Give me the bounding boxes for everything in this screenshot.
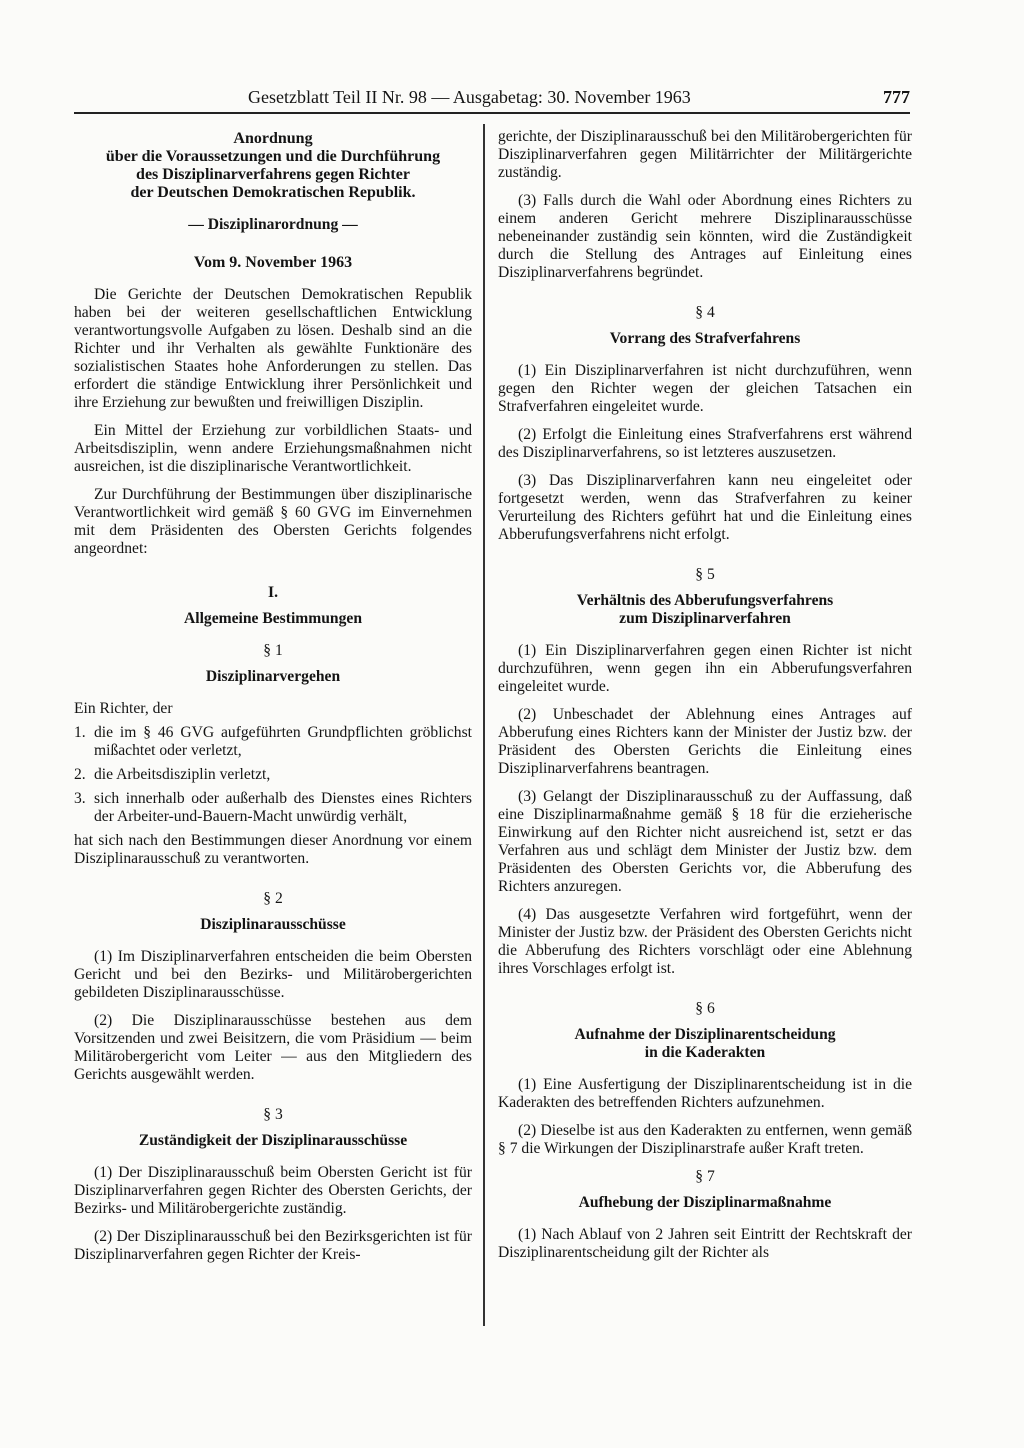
body-paragraph: (1) Ein Disziplinarverfahren ist nicht durchzuführen, wenn gegen den Richter wegen der gleichen Tatsachen ein Strafverfahren eingeleitet wurde. — [498, 362, 912, 415]
heading-line: in die Kaderakten — [644, 1044, 766, 1061]
title-line: des Disziplinarverfahrens gegen Richter — [136, 166, 410, 183]
list-item-number: 3. — [74, 790, 86, 807]
list-item-number: 2. — [74, 766, 86, 783]
right-column — [498, 128, 912, 1272]
body-paragraph: (2) Dieselbe ist aus den Kaderakten zu entfernen, wenn gemäß § 7 die Wirkungen der Disziplinarstrafe außer Kraft treten. — [498, 1122, 912, 1157]
heading-line: zum Disziplinarverfahren — [619, 610, 791, 627]
continued-paragraph: gerichte, der Disziplinarausschuß bei den Militärobergerichten für Disziplinarverfahren gegen Militärrichter der Militärgerichte zuständig. — [498, 128, 912, 181]
body-paragraph: (4) Das ausgesetzte Verfahren wird fortgeführt, wenn der Minister der Justiz bzw. der Präsident des Obersten Gerichts nicht die Abberufung des Richters vorschlägt oder eine Ablehnung ihres Vorschlages erfolgt ist. — [498, 906, 912, 977]
body-paragraph: (3) Gelangt der Disziplinarausschuß zu der Auffassung, daß eine Disziplinarmaßnahme gemäß § 18 für die erzieherische Einwirkung auf den Richter nicht ausreichend ist, setzt er das Verfahren aus und schlägt dem Minister der Justiz bzw. dem Präsidenten des Obersten Gerichts vor, die Abberufung des Richters anzuregen. — [498, 788, 912, 895]
header-title: Gesetzblatt Teil II Nr. 98 — Ausgabetag: 30. November 1963 — [248, 87, 691, 107]
paragraph-number: § 1 — [263, 642, 283, 659]
title-line: Anordnung — [233, 130, 313, 147]
paragraph-heading: Zuständigkeit der Disziplinarausschüsse — [138, 1132, 408, 1149]
list-item — [74, 790, 472, 826]
list-item — [74, 766, 472, 784]
body-paragraph: (1) Ein Disziplinarverfahren gegen einen Richter ist nicht durchzuführen, wenn gegen ihn ein Abberufungsverfahren eingeleitet wurde. — [498, 642, 912, 695]
list-item-text: die im § 46 GVG aufgeführten Grundpflichten gröblichst mißachtet oder verletzt, — [94, 724, 472, 759]
body-paragraph: (1) Eine Ausfertigung der Disziplinarentscheidung ist in die Kaderakten des betreffenden Richters aufzunehmen. — [498, 1076, 912, 1111]
paragraph-heading: Disziplinarvergehen — [205, 668, 341, 685]
body-paragraph: (2) Unbeschadet der Ablehnung eines Antrages auf Abberufung eines Richters kann der Minister der Justiz bzw. der Präsident des Obersten Gerichts die Einleitung eines Disziplinarverfahrens beantragen. — [498, 706, 912, 777]
body-paragraph: (2) Der Disziplinarausschuß bei den Bezirksgerichten ist für Disziplinarverfahren gegen Richter der Kreis- — [74, 1228, 472, 1263]
body-paragraph: (2) Die Disziplinarausschüsse bestehen aus dem Vorsitzenden und zwei Beisitzern, die vom Präsidium — beim Militärobergericht vom Leiter — aus den Mitgliedern des Gerichts ausgewählt werden. — [74, 1012, 472, 1083]
page-header — [74, 86, 910, 112]
heading-line: Verhältnis des Abberufungsverfahrens — [576, 592, 834, 609]
paragraph-number: § 2 — [263, 890, 283, 907]
document-date: Vom 9. November 1963 — [193, 254, 353, 271]
paragraph-heading: Aufhebung der Disziplinarmaßnahme — [578, 1194, 832, 1211]
paragraph-number: § 7 — [695, 1168, 715, 1185]
body-paragraph: (3) Falls durch die Wahl oder Abordnung eines Richters zu einem anderen Gericht mehrere Disziplinarausschüsse nebeneinander zuständig sein könnten, wird die Zuständigkeit durch die Stellung des Antrages auf Einleitung eines Disziplinarverfahrens begründet. — [498, 192, 912, 281]
paragraph-number: § 6 — [695, 1000, 715, 1017]
paragraph-heading: Vorrang des Strafverfahrens — [609, 330, 801, 347]
list-lead: Ein Richter, der — [74, 700, 173, 717]
preamble-paragraph: Ein Mittel der Erziehung zur vorbildlichen Staats- und Arbeitsdisziplin, wenn andere Erziehungsmaßnahmen nicht ausreichen, ist die disziplinarische Verantwortlichkeit. — [74, 422, 472, 475]
document-subtitle: — Disziplinarordnung — — [188, 216, 358, 233]
preamble-paragraph: Zur Durchführung der Bestimmungen über disziplinarische Verantwortlichkeit wird gemäß § 60 GVG im Einvernehmen mit dem Präsidenten des Obersten Gerichts folgendes angeordnet: — [74, 486, 472, 557]
list-closing: hat sich nach den Bestimmungen dieser Anordnung vor einem Disziplinarausschuß zu verantworten. — [74, 832, 472, 867]
paragraph-heading — [498, 592, 912, 628]
paragraph-heading: Disziplinarausschüsse — [200, 916, 346, 933]
section-number: I. — [268, 584, 278, 601]
paragraph-heading — [498, 1026, 912, 1062]
title-line: der Deutschen Demokratischen Republik. — [130, 184, 416, 201]
paragraph-number: § 4 — [695, 304, 715, 321]
preamble-paragraph: Die Gerichte der Deutschen Demokratischen Republik haben bei der weiteren gesellschaftlichen Entwicklung verantwortungsvolle Aufgaben zu lösen. Deshalb sind an die Richter und ihr Verhalten als gewählte Funktionäre des sozialistischen Staates hohe Anforderungen zu stellen. Das erfordert die ständige Entwicklung ihrer Persönlichkeit und ihre Erziehung zur bewußten und freiwilligen Disziplin. — [74, 286, 472, 411]
body-paragraph: (1) Nach Ablauf von 2 Jahren seit Eintritt der Rechtskraft der Disziplinarentscheidung gilt der Richter als — [498, 1226, 912, 1261]
section-title: Allgemeine Bestimmungen — [183, 610, 362, 627]
body-paragraph: (3) Das Disziplinarverfahren kann neu eingeleitet oder fortgesetzt werden, wenn das Strafverfahren zu keiner Verurteilung des Richters geführt hat und die Einleitung eines Abberufungsverfahrens nicht erfolgt. — [498, 472, 912, 543]
list-item-number: 1. — [74, 724, 86, 741]
numbered-list — [74, 724, 472, 826]
list-item-text: sich innerhalb oder außerhalb des Dienstes eines Richters der Arbeiter-und-Bauern-Macht unwürdig verhält, — [94, 790, 472, 825]
body-paragraph: (2) Erfolgt die Einleitung eines Strafverfahrens erst während des Disziplinarverfahrens, so ist letzteres auszusetzen. — [498, 426, 912, 461]
body-paragraph: (1) Im Disziplinarverfahren entscheiden die beim Obersten Gericht und bei den Bezirks- und Militärobergerichten gebildeten Disziplinarausschüsse. — [74, 948, 472, 1001]
list-item — [74, 724, 472, 760]
left-column — [74, 128, 472, 1274]
title-line: über die Voraussetzungen und die Durchführung — [105, 148, 441, 165]
paragraph-number: § 5 — [695, 566, 715, 583]
paragraph-number: § 3 — [263, 1106, 283, 1123]
page-number: 777 — [883, 87, 910, 107]
list-item-text: die Arbeitsdisziplin verletzt, — [94, 766, 271, 783]
header-rule — [74, 112, 910, 114]
document-title — [74, 130, 472, 202]
body-paragraph: (1) Der Disziplinarausschuß beim Obersten Gericht ist für Disziplinarverfahren gegen Richter des Obersten Gerichts, der Bezirks- und Militärobergerichte zuständig. — [74, 1164, 472, 1217]
heading-line: Aufnahme der Disziplinarentscheidung — [574, 1026, 836, 1043]
column-divider — [483, 124, 485, 1326]
